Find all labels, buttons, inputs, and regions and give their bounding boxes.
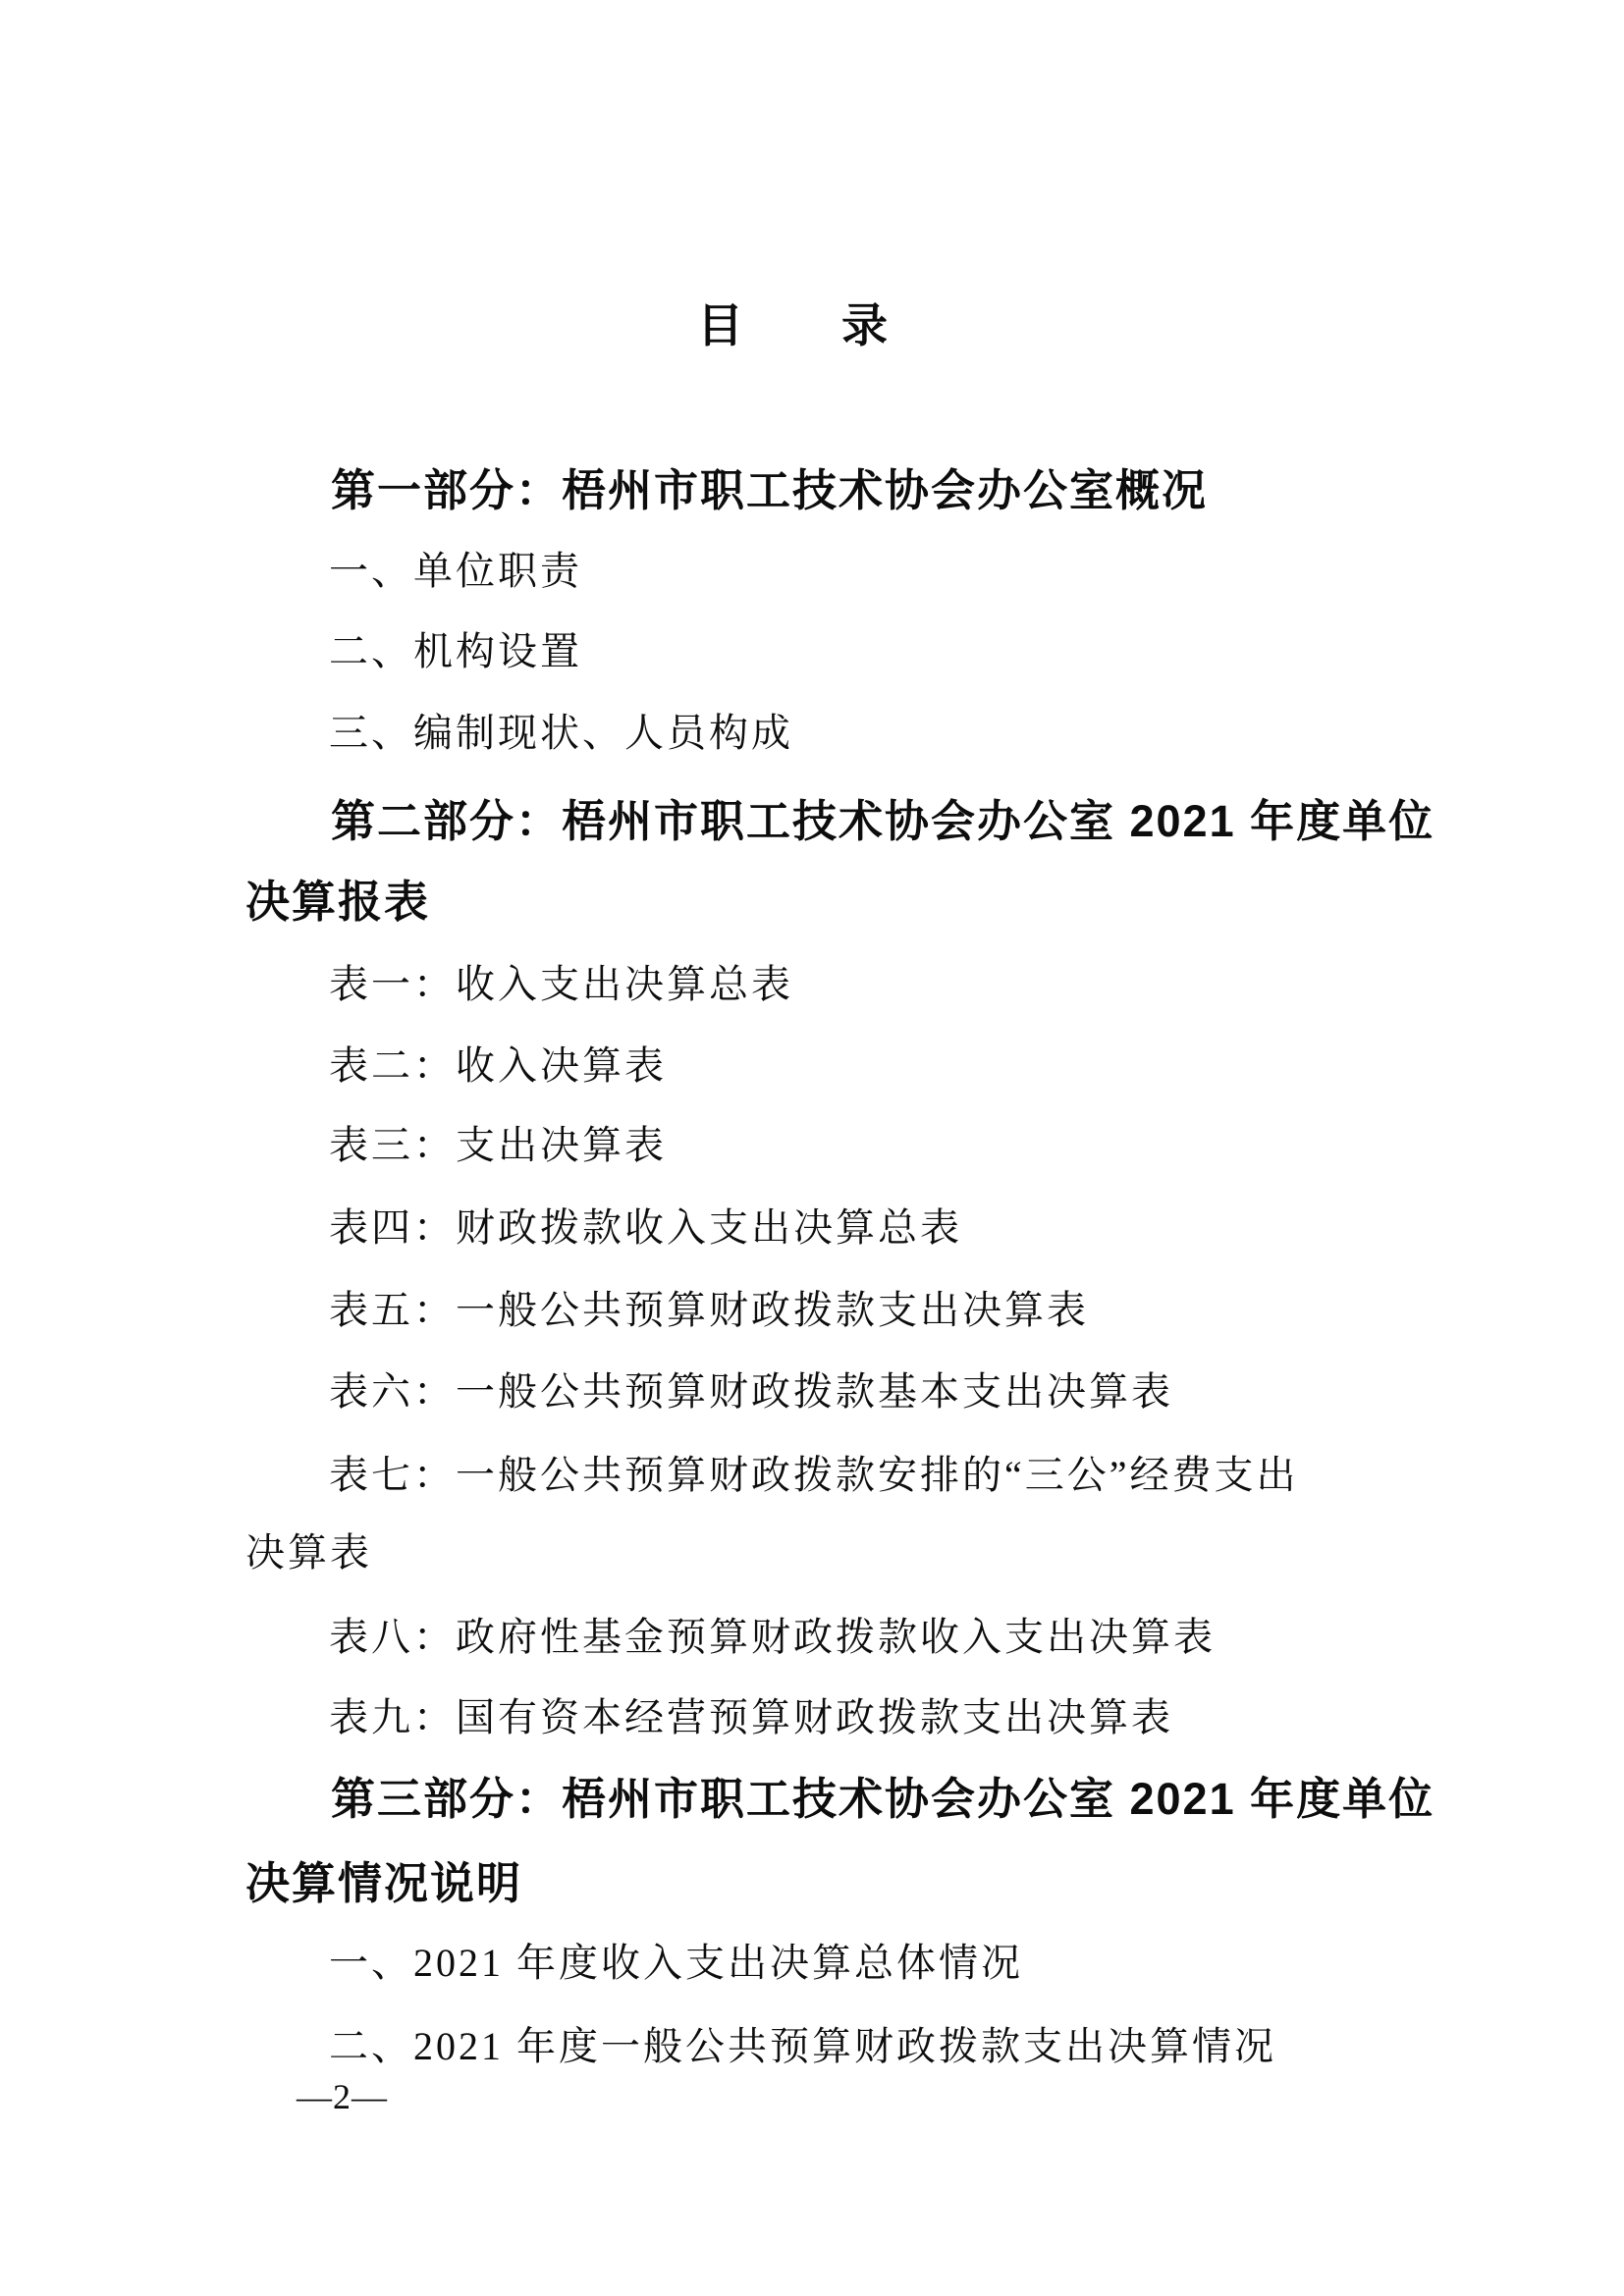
table-entry-1: 表一：收入支出决算总表 [329,962,793,1006]
table-entry-5: 表五：一般公共预算财政拨款支出决算表 [329,1288,1089,1332]
table-entry-3: 表三：支出决算表 [329,1123,667,1167]
part2-heading-line2: 决算报表 [245,877,431,927]
part1-item-staffing: 三、编制现状、人员构成 [329,711,793,755]
toc-title: 目 录 [697,299,890,351]
part3-item-overall-situation: 一、2021 年度收入支出决算总体情况 [329,1941,1023,1985]
table-entry-7-line1: 表七：一般公共预算财政拨款安排的“三公”经费支出 [329,1453,1299,1497]
table-entry-6: 表六：一般公共预算财政拨款基本支出决算表 [329,1369,1173,1414]
table-entry-7-line2: 决算表 [245,1530,372,1575]
page-number: —2— [297,2077,388,2116]
part1-heading: 第一部分：梧州市职工技术协会办公室概况 [331,465,1209,515]
part2-heading-line1: 第二部分：梧州市职工技术协会办公室 2021 年度单位 [331,796,1435,846]
table-entry-9: 表九：国有资本经营预算财政拨款支出决算表 [329,1695,1173,1739]
table-entry-2: 表二：收入决算表 [329,1043,667,1088]
part3-item-budget-expenditure: 二、2021 年度一般公共预算财政拨款支出决算情况 [329,2024,1276,2068]
part3-heading-line2: 决算情况说明 [245,1858,523,1908]
table-entry-8: 表八：政府性基金预算财政拨款收入支出决算表 [329,1615,1216,1659]
part1-item-unit-duties: 一、单位职责 [329,549,582,593]
part3-heading-line1: 第三部分：梧州市职工技术协会办公室 2021 年度单位 [331,1774,1435,1824]
part1-item-org-structure: 二、机构设置 [329,629,582,673]
table-entry-4: 表四：财政拨款收入支出决算总表 [329,1205,962,1250]
